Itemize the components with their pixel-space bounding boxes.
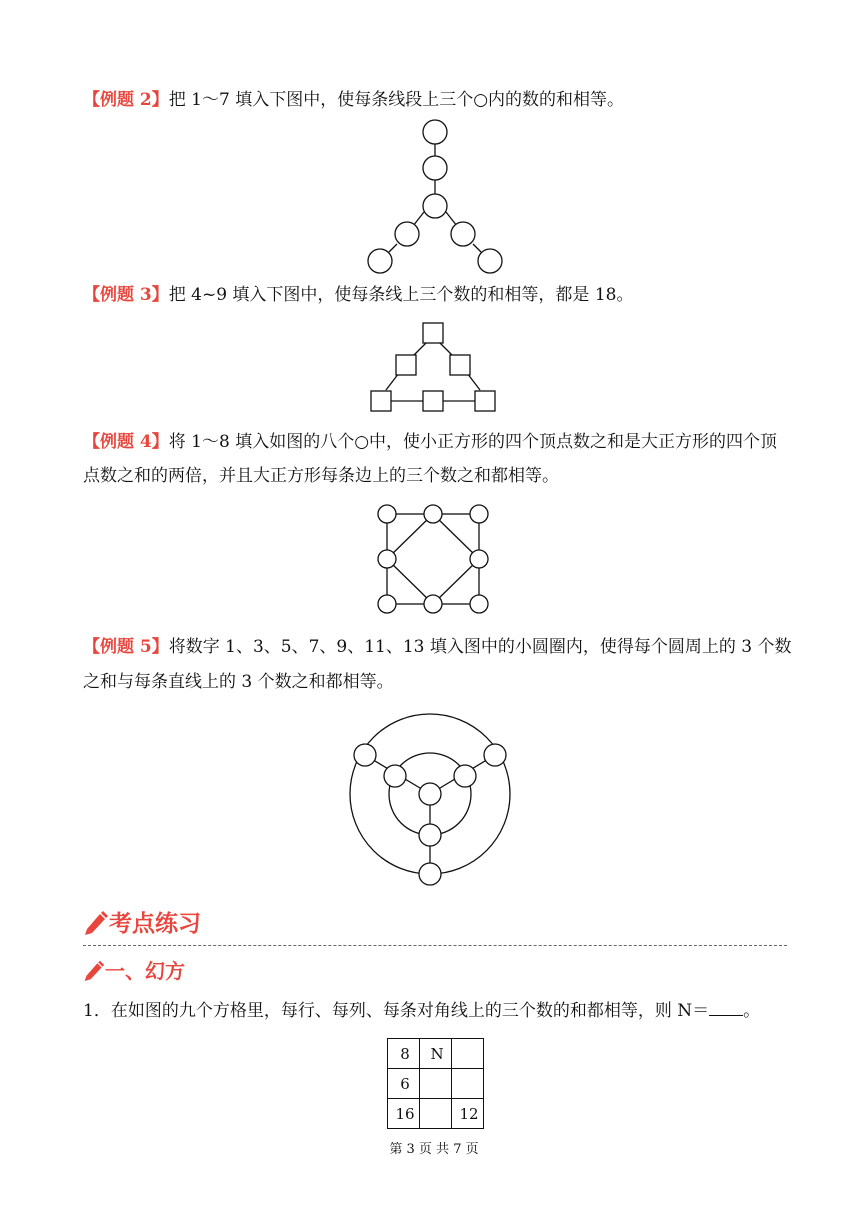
question-number: 1． <box>83 1001 111 1021</box>
grid-cell <box>420 1069 452 1099</box>
square-node <box>423 391 443 411</box>
grid-cell: 6 <box>388 1069 420 1099</box>
subsection-title: 一、幻方 <box>105 959 185 983</box>
section-title: 考点练习 <box>109 911 201 937</box>
circle-node <box>424 505 442 523</box>
grid-cell: 12 <box>452 1099 484 1129</box>
square-node <box>475 391 495 411</box>
circle-node <box>423 156 447 180</box>
square-node <box>450 355 470 375</box>
grid-cell: N <box>420 1039 452 1069</box>
circle-node <box>424 595 442 613</box>
example-5-figure <box>345 710 515 890</box>
grid-cell: 16 <box>388 1099 420 1129</box>
circle-node <box>484 744 506 766</box>
example-4-tag: 【例题 4】 <box>83 432 169 452</box>
circle-node <box>354 744 376 766</box>
example-2-figure <box>360 115 510 277</box>
square-node <box>423 323 443 343</box>
answer-blank[interactable] <box>709 1015 743 1016</box>
subsection-header <box>83 958 185 984</box>
example-4-line1 <box>83 431 777 453</box>
question-1 <box>83 1000 760 1022</box>
circle-node <box>419 863 441 885</box>
example-2-tag: 【例题 2】 <box>83 90 169 110</box>
example-3-figure <box>368 318 498 414</box>
square-node <box>396 355 416 375</box>
page-footer: 第 3 页 共 7 页 <box>389 1142 479 1157</box>
circle-node <box>470 595 488 613</box>
pencil-icon <box>83 959 105 981</box>
dashed-divider <box>83 945 787 946</box>
circle-node <box>378 505 396 523</box>
grid-cell <box>452 1069 484 1099</box>
circle-node <box>384 765 406 787</box>
pencil-icon <box>83 909 109 935</box>
grid-cell: 8 <box>388 1039 420 1069</box>
circle-node <box>419 824 441 846</box>
example-4-body: 将 1～8 填入如图的八个○中，使小正方形的四个顶点数之和是大正方形的四个顶 <box>168 432 778 452</box>
example-3-text <box>83 284 633 306</box>
grid-cell <box>420 1099 452 1129</box>
example-5-line2: 之和与每条直线上的 3 个数之和都相等。 <box>83 672 394 692</box>
circle-node <box>470 550 488 568</box>
section-header <box>83 909 201 939</box>
magic-square-grid <box>387 1038 484 1129</box>
example-2-text <box>83 89 624 111</box>
circle-node <box>368 249 392 273</box>
example-5-tag: 【例题 5】 <box>83 637 169 657</box>
grid-cell <box>452 1039 484 1069</box>
circle-node <box>378 595 396 613</box>
example-3-body: 把 4~9 填入下图中，使每条线上三个数的和相等，都是 18。 <box>168 285 634 305</box>
example-4-line2: 点数之和的两倍，并且大正方形每条边上的三个数之和都相等。 <box>83 466 559 486</box>
question-end: 。 <box>743 1001 761 1021</box>
example-5-body: 将数字 1、3、5、7、9、11、13 填入图中的小圆圈内，使得每个圆周上的 3 个数 <box>168 637 792 657</box>
circle-node <box>423 194 447 218</box>
example-5-line1 <box>83 636 792 658</box>
circle-node <box>454 765 476 787</box>
example-4-figure <box>370 500 496 616</box>
circle-node <box>419 783 441 805</box>
circle-node <box>478 249 502 273</box>
circle-node <box>470 505 488 523</box>
circle-node <box>378 550 396 568</box>
question-text: 在如图的九个方格里，每行、每列、每条对角线上的三个数的和都相等，则 N＝ <box>110 1001 710 1021</box>
circle-node <box>395 222 419 246</box>
square-node <box>371 391 391 411</box>
circle-node <box>423 120 447 144</box>
example-2-body: 把 1～7 填入下图中，使每条线段上三个○内的数的和相等。 <box>168 90 625 110</box>
example-3-tag: 【例题 3】 <box>83 285 169 305</box>
circle-node <box>451 222 475 246</box>
